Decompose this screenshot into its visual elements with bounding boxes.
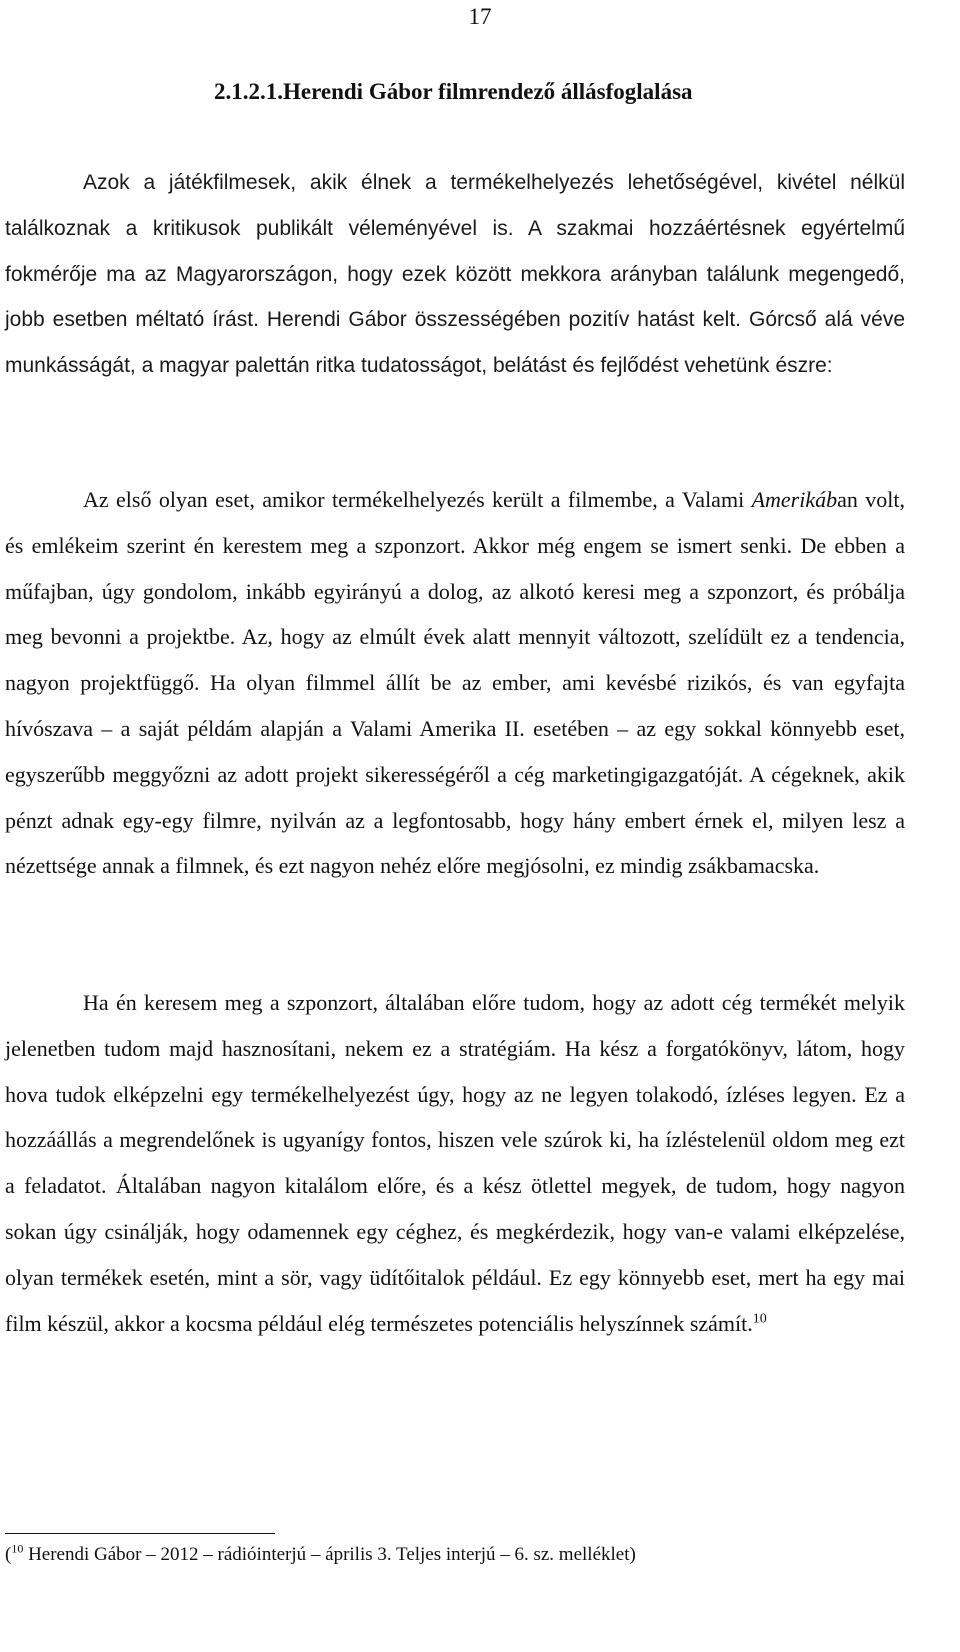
footnote (5, 1541, 636, 1569)
footnote-reference[interactable]: 10 (752, 1311, 767, 1327)
footnote-separator (5, 1533, 275, 1534)
page-number: 17 (468, 4, 492, 29)
quote1-text-after: an volt, és emlékeim szerint én kerestem meg a szponzort. Akkor még engem se ismert senki. De ebben a műfajban, úgy gondolom, inkább egyirányú a dolog, az alkotó keresi meg a szponzort, és próbálja meg bevonni a projektbe. Az, hogy az elmúlt évek alatt mennyit változott, szelídült ez a tendencia, nagyon projektfüggő. Ha olyan filmmel állít be az ember, ami kevésbé rizikós, és van egyfajta hívószava – a saját példám alapján a Valami Amerika II. esetében – az egy sokkal könnyebb eset, egyszerűbb meggyőzni az adott projekt sikerességéről a cég marketingigazgatóját. A cégeknek, akik pénzt adnak egy-egy filmre, nyilván az a legfontosabb, hogy hány embert érnek el, milyen lesz a nézettsége annak a filmnek, és ezt nagyon nehéz előre megjósolni, ez mindig zsákbamacska. (5, 487, 905, 879)
section-heading: 2.1.2.1.Herendi Gábor filmrendező állásfoglalása (214, 79, 693, 104)
intro-paragraph: Azok a játékfilmesek, akik élnek a termékelhelyezés lehetőségével, kivétel nélkül találkoznak a kritikusok publikált véleményével is. A szakmai hozzáértésnek egyértelmű fokmérője ma az Magyarországon, hogy ezek között mekkora arányban találunk megengedő, jobb esetben méltató írást. Herendi Gábor összességében pozitív hatást kelt. Górcső alá véve munkásságát, a magyar palettán ritka tudatosságot, belátást és fejlődést vehetünk észre: (5, 171, 905, 378)
film-title-italic: Amerikáb (751, 487, 838, 512)
footnote-number: 10 (11, 1541, 24, 1556)
quote-paragraph-1 (5, 477, 905, 889)
quote1-text-before: Az első olyan eset, amikor termékelhelyezés került a filmembe, a Valami (83, 487, 752, 512)
footnote-open-paren: ( (5, 1544, 12, 1565)
quote2-text: Ha én keresem meg a szponzort, általában előre tudom, hogy az adott cég termékét melyik jelenetben tudom majd hasznosítani, nekem ez a stratégiám. Ha kész a forgatókönyv, látom, hogy hova tudok elképzelni egy termékelhelyezést úgy, hogy az ne legyen tolakodó, ízléses legyen. Ez a hozzáállás a megrendelőnek is ugyanígy fontos, hiszen vele szúrok ki, ha ízléstelenül oldom meg ezt a feladatot. Általában nagyon kitalálom előre, és a kész ötlettel megyek, de tudom, hogy nagyon sokan úgy csinálják, hogy odamennek egy céghez, és megkérdezik, hogy van-e valami elképzelése, olyan termékek esetén, mint a sör, vagy üdítőitalok például. Ez egy könnyebb eset, mert ha egy mai film készül, akkor a kocsma például elég természetes potenciális helyszínnek számít. (5, 990, 905, 1336)
quote-paragraph-2 (5, 980, 905, 1346)
footnote-text: Herendi Gábor – 2012 – rádióinterjú – április 3. Teljes interjú – 6. sz. melléklet) (23, 1544, 636, 1565)
